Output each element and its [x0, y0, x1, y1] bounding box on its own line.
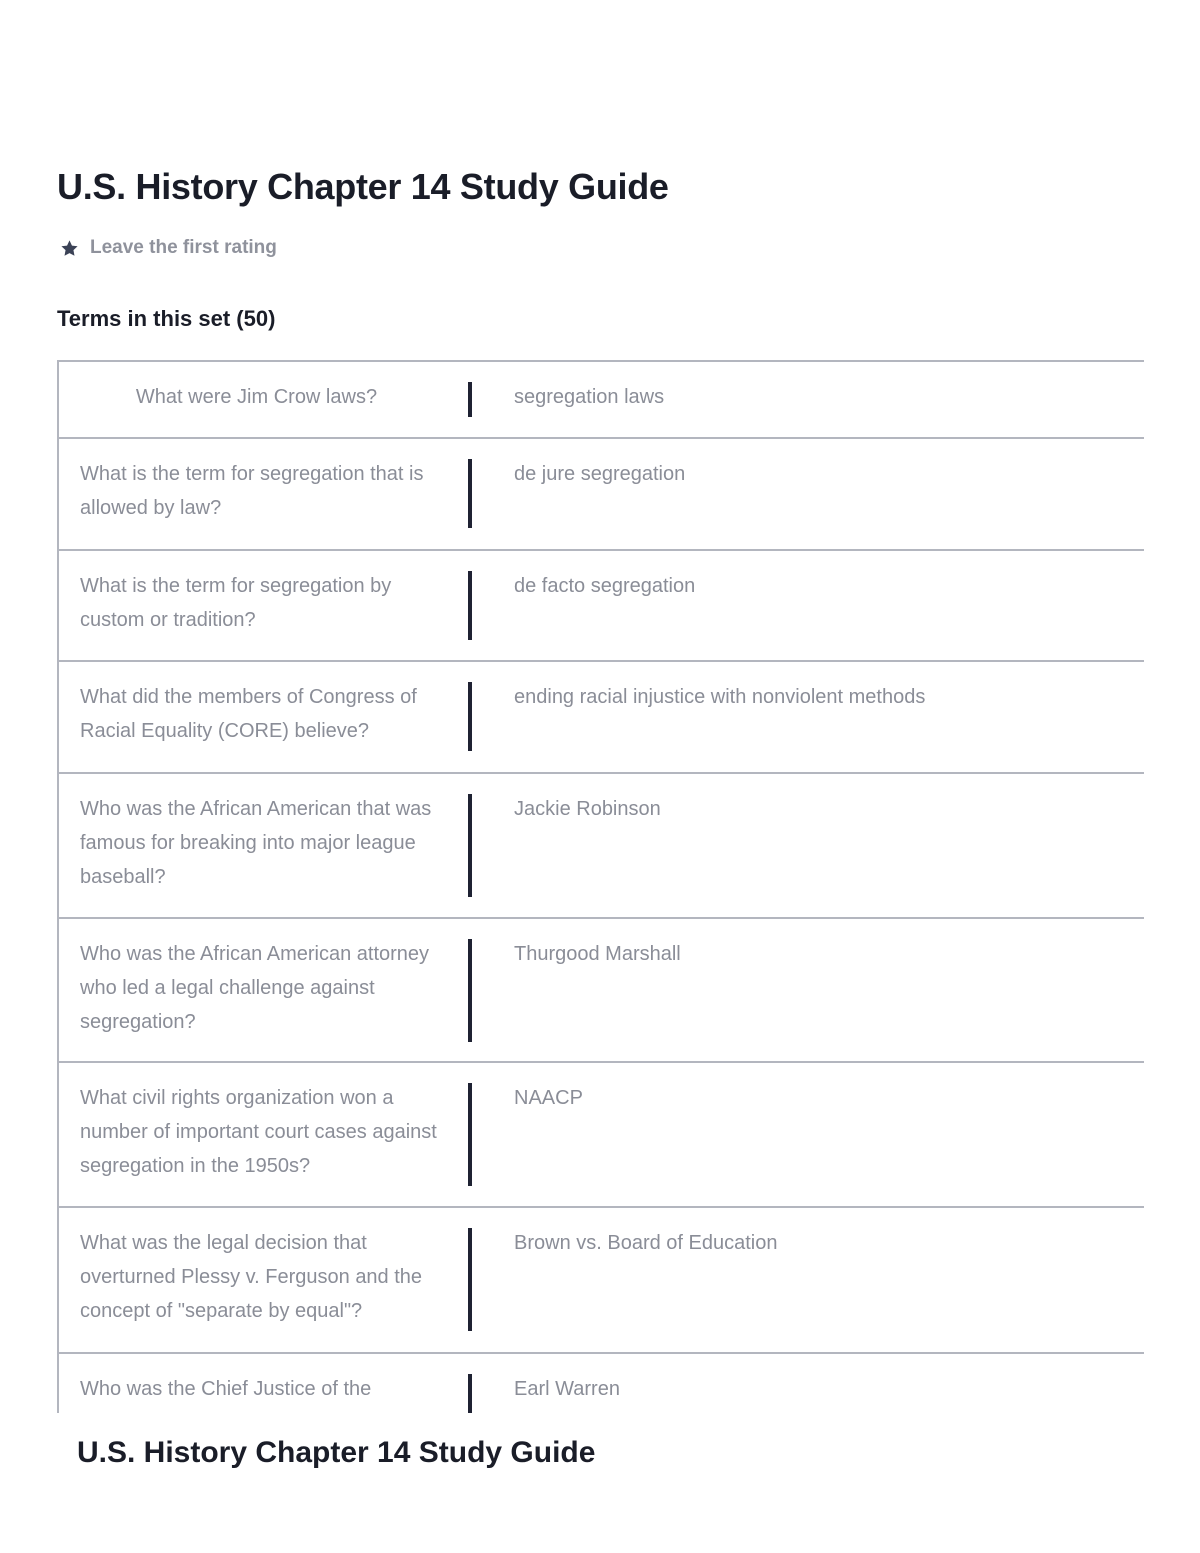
card-divider	[468, 1083, 472, 1186]
definition-text: Earl Warren	[514, 1378, 620, 1400]
term-card	[59, 772, 1144, 917]
term-text: What did the members of Congress of Racial Equality (CORE) believe?	[80, 686, 417, 742]
leave-rating-link[interactable]	[60, 237, 277, 259]
star-icon	[60, 239, 79, 258]
term-card	[59, 1352, 1144, 1413]
term-card	[59, 1061, 1144, 1206]
term-card	[59, 549, 1144, 660]
definition-text: de facto segregation	[514, 575, 696, 597]
card-divider	[468, 1228, 472, 1331]
term-text: What civil rights organization won a number of important court cases against segregation in the 1950s?	[80, 1087, 437, 1177]
page-title: U.S. History Chapter 14 Study Guide	[57, 166, 669, 207]
term-text: What is the term for segregation by custom or tradition?	[80, 575, 392, 631]
card-divider	[468, 939, 472, 1042]
term-card	[59, 437, 1144, 549]
card-divider	[468, 1374, 472, 1413]
definition-text: NAACP	[514, 1087, 583, 1109]
term-text: What were Jim Crow laws?	[135, 386, 378, 408]
term-card	[59, 917, 1144, 1061]
card-divider	[468, 459, 472, 528]
footer-title: U.S. History Chapter 14 Study Guide	[77, 1436, 596, 1469]
terms-list	[57, 360, 1144, 1413]
term-text: Who was the African American that was famous for breaking into major league baseball?	[80, 798, 432, 888]
definition-text: Jackie Robinson	[514, 798, 661, 820]
terms-heading: Terms in this set (50)	[57, 306, 276, 331]
term-text: Who was the Chief Justice of the	[80, 1378, 372, 1400]
definition-text: Thurgood Marshall	[514, 943, 681, 965]
card-divider	[468, 382, 472, 417]
term-text: What is the term for segregation that is allowed by law?	[80, 463, 424, 519]
card-divider	[468, 794, 472, 897]
definition-text: segregation laws	[514, 386, 665, 408]
term-text: Who was the African American attorney who led a legal challenge against segregation?	[80, 943, 430, 1033]
term-text: What was the legal decision that overturned Plessy v. Ferguson and the concept of "separate by equal"?	[80, 1232, 423, 1322]
term-card	[59, 1206, 1144, 1352]
term-card	[59, 660, 1144, 772]
definition-text: Brown vs. Board of Education	[514, 1232, 778, 1254]
definition-text: de jure segregation	[514, 463, 686, 485]
card-divider	[468, 571, 472, 640]
definition-text: ending racial injustice with nonviolent methods	[514, 686, 926, 708]
rating-text: Leave the first rating	[90, 237, 277, 258]
term-card	[59, 360, 1144, 437]
card-divider	[468, 682, 472, 751]
